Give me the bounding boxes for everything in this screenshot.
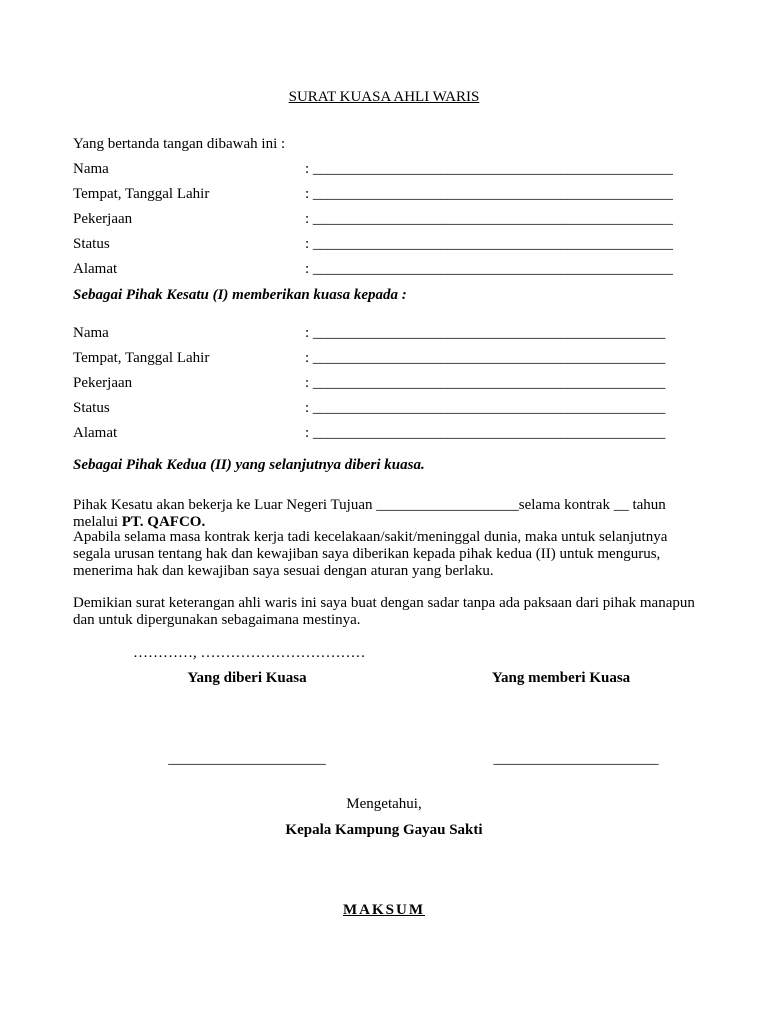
field-blank: : _______________________________________________ <box>305 375 666 391</box>
signature-left-label: Yang diberi Kuasa <box>187 670 307 686</box>
signature-left-line: _____________________ <box>168 751 326 767</box>
body-paragraph-2: Demikian surat keterangan ahli waris ini saya buat dengan sadar tanpa ada paksaan dari pihak manapun dan untuk dipergunakan sebagaimana mestinya. <box>73 595 695 628</box>
field-blank: : ________________________________________________ <box>305 161 673 177</box>
pihak2-closing: Sebagai Pihak Kedua (II) yang selanjutnya diberi kuasa. <box>73 457 425 473</box>
field-label: Tempat, Tanggal Lahir <box>73 350 210 366</box>
signature-right-label: Yang memberi Kuasa <box>491 670 631 686</box>
field-blank: : ________________________________________________ <box>305 236 673 252</box>
signature-right-line: ______________________ <box>493 751 659 767</box>
field-blank: : _______________________________________________ <box>305 325 666 341</box>
field-label: Pekerjaan <box>73 211 133 227</box>
field-blank: : ________________________________________________ <box>305 211 673 227</box>
field-label: Nama <box>73 325 109 341</box>
field-label: Pekerjaan <box>73 375 133 391</box>
body-line-1: Pihak Kesatu akan bekerja ke Luar Negeri Tujuan ___________________selama kontrak __ tahun <box>73 497 666 513</box>
field-label: Status <box>73 400 110 416</box>
approval-title: Kepala Kampung Gayau Sakti <box>285 822 483 838</box>
place-date: …………, …………………………… <box>133 645 366 661</box>
field-blank: : _______________________________________________ <box>305 350 666 366</box>
field-blank: : _______________________________________________ <box>305 425 666 441</box>
approval-name <box>0 901 768 919</box>
field-blank: : ________________________________________________ <box>305 261 673 277</box>
field-blank: : _______________________________________________ <box>305 400 666 416</box>
body-paragraph-1: Apabila selama masa kontrak kerja tadi kecelakaan/sakit/meninggal dunia, maka untuk selanjutnya segala urusan tentang hak dan kewajiban saya diberikan kepada pihak kedua (II) untuk mengurus, menerima hak dan kewajiban saya sesuai dengan aturan yang berlaku. <box>73 529 668 579</box>
approval-label: Mengetahui, <box>346 796 422 812</box>
pihak1-closing: Sebagai Pihak Kesatu (I) memberikan kuasa kepada : <box>73 287 407 303</box>
field-label: Status <box>73 236 110 252</box>
field-label: Tempat, Tanggal Lahir <box>73 186 210 202</box>
document-title: SURAT KUASA AHLI WARIS <box>288 89 480 105</box>
field-label: Alamat <box>73 425 118 441</box>
field-label: Nama <box>73 161 109 177</box>
intro-text: Yang bertanda tangan dibawah ini : <box>73 136 286 152</box>
field-label: Alamat <box>73 261 118 277</box>
body-prefix: melalui <box>73 514 122 530</box>
company-name: PT. QAFCO. <box>121 514 206 530</box>
field-blank: : ________________________________________________ <box>305 186 673 202</box>
approval-name-text: MAKSUM <box>343 902 425 918</box>
